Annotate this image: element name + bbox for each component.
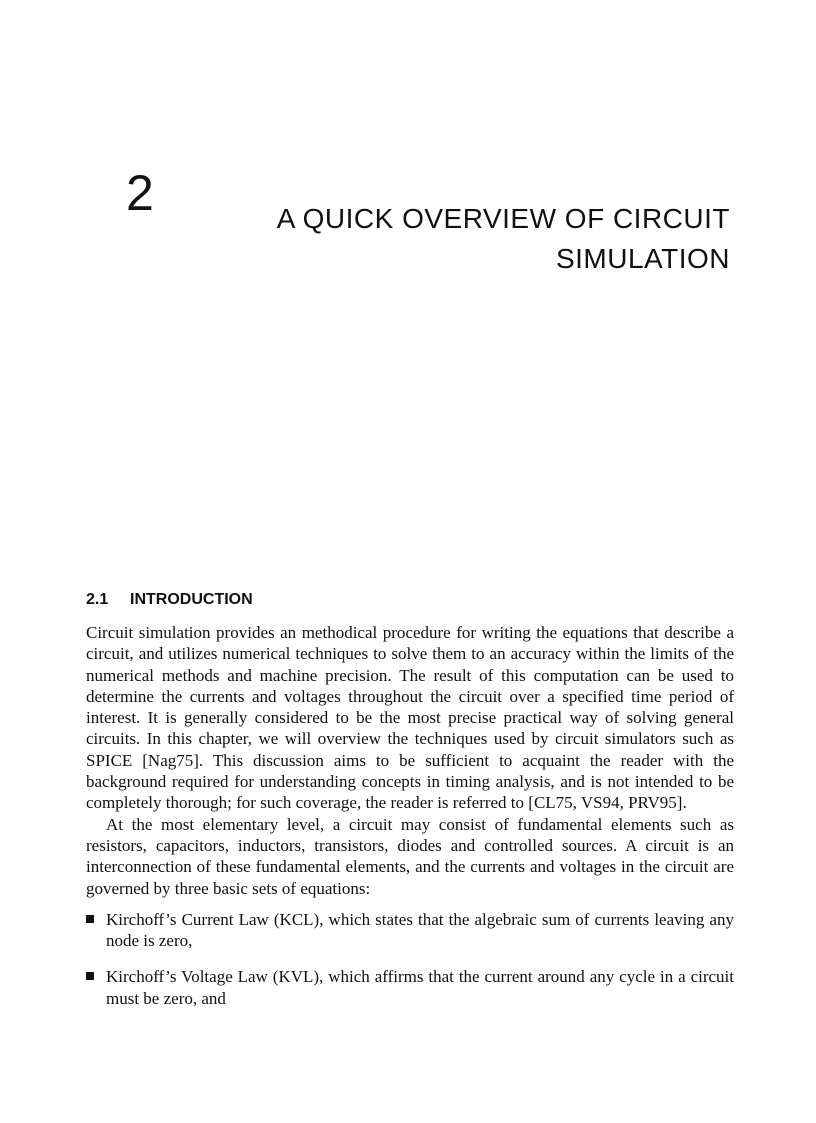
chapter-title-line-2: SIMULATION <box>555 243 730 274</box>
section-number: 2.1 <box>86 591 109 608</box>
list-item-text: Kirchoff’s Voltage Law (KVL), which affirms that the current around any cycle in a circuit must be zero, and <box>106 967 734 1008</box>
section-title: INTRODUCTION <box>130 591 253 608</box>
chapter-title-line-1: A QUICK OVERVIEW OF CIRCUIT <box>276 203 730 234</box>
square-bullet-icon <box>86 915 94 923</box>
list-item <box>86 909 734 952</box>
paragraph: Circuit simulation provides an methodical procedure for writing the equations that describe a circuit, and utilizes numerical techniques to solve them to an accuracy within the limits of the numerical methods and machine precision. The result of this computation can be used to determine the currents and voltages throughout the circuit over a specified time period of interest. It is generally considered to be the most precise practical way of solving general circuits. In this chapter, we will overview the techniques used by circuit simulators such as SPICE [Nag75]. This discussion aims to be sufficient to acquaint the reader with the background required for understanding concepts in timing analysis, and is not intended to be completely thorough; for such coverage, the reader is referred to [CL75, VS94, PRV95]. <box>86 623 734 813</box>
list-item <box>86 966 734 1009</box>
bullet-list <box>86 909 734 1009</box>
chapter-title <box>170 199 730 279</box>
body-text <box>86 622 734 1024</box>
section-heading <box>86 590 253 610</box>
square-bullet-icon <box>86 972 94 980</box>
list-item-text: Kirchoff’s Current Law (KCL), which states that the algebraic sum of currents leaving any node is zero, <box>106 909 734 951</box>
chapter-number: 2 <box>126 165 154 221</box>
paragraph: At the most elementary level, a circuit may consist of fundamental elements such as resistors, capacitors, inductors, transistors, diodes and controlled sources. A circuit is an interconnection of these fundamental elements, and the currents and voltages in the circuit are governed by three basic sets of equations: <box>86 814 734 898</box>
